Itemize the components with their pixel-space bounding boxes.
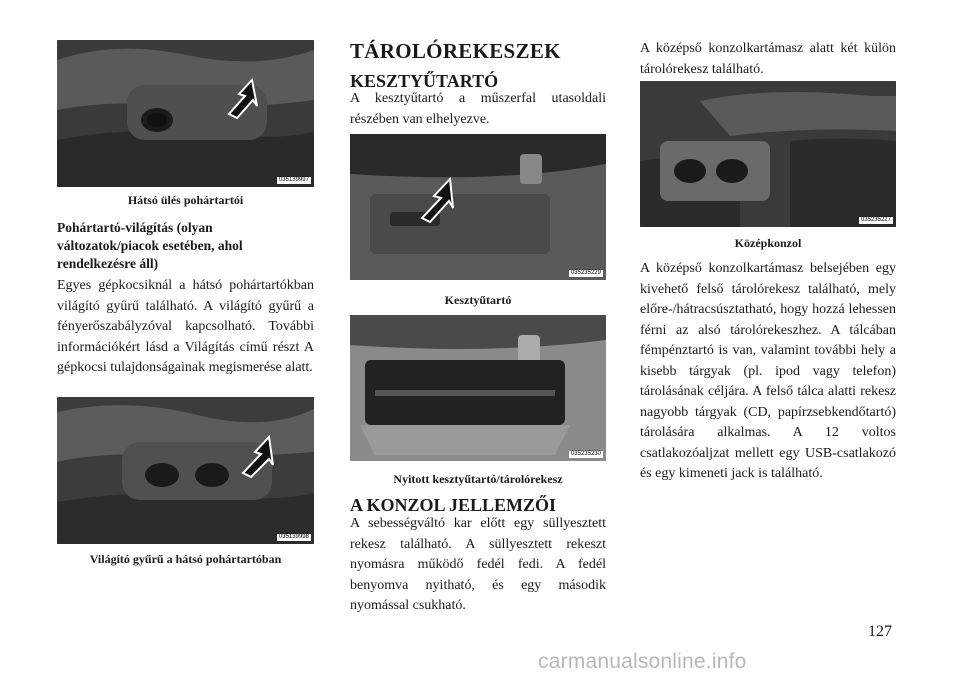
figure-id: 035235230	[570, 451, 601, 457]
body-paragraph: Egyes gépkocsiknál a hátsó pohártartókban világító gyűrű található. A világító gyűrű a fényerőszabályzóval kapcsolható. További információkért lásd a Világítás című részt A gépkocsi tulajdonságainak megismerése alatt.	[57, 278, 314, 375]
section-title: KESZTYŰTARTÓ	[350, 71, 499, 91]
figure-caption: Kesztyűtartó	[444, 293, 512, 307]
figure-id: 035139998	[278, 534, 309, 540]
center-console-photo	[640, 81, 896, 227]
figure-caption: Középkonzol	[734, 236, 802, 250]
body-paragraph: A középső konzolkartámasz alatt két külön tárolórekesz található.	[640, 41, 896, 77]
section-heading: Pohártartó-világítás (olyan változatok/piacok esetében, ahol rendelkezésre áll)	[57, 220, 243, 271]
figure-caption: Nyitott kesztyűtartó/tárolórekesz	[393, 472, 563, 486]
body-paragraph: A középső konzolkartámasz belsejében egy kivehető felső tárolórekesz található, mely előre-/hátracsúsztatható, hogy hozzá lehessen férni az alsó tárolórekeszhez. A tálcában fémpénztartó is van, valamint további hely a kisebb tárgyak (pl. ipod vagy telefon) tárolásának céljára. A felső tálca alatti rekesz nagyobb tárgyak (CD, papírzsebkendőtartó) tárolására alkalmas. A 12 voltos csatlakozóaljzat mellett egy USB-csatlakozó és egy kimeneti jack is található.	[640, 261, 896, 481]
figure-caption: Hátsó ülés pohártartói	[127, 193, 244, 207]
illuminated-ring-photo	[57, 397, 314, 544]
chapter-title: TÁROLÓREKESZEK	[350, 39, 561, 63]
rear-seat-cupholders-photo	[57, 40, 314, 187]
body-paragraph: A sebességváltó kar előtt egy süllyesztett rekesz található. A süllyesztett rekeszt nyomásra működő fedél fedi. A fedél benyomva nyitható, és egy második nyomással csukható.	[350, 516, 606, 613]
figure-id: 035235227	[860, 217, 891, 223]
figure-id: 035235229	[570, 270, 601, 276]
section-title: A KONZOL JELLEMZŐI	[350, 495, 557, 515]
watermark: carmanualsonline.info	[538, 650, 747, 673]
glovebox-photo	[350, 134, 606, 280]
page-number: 127	[868, 623, 892, 640]
open-glovebox-photo	[350, 315, 606, 461]
body-paragraph: A kesztyűtartó a műszerfal utasoldali részében van elhelyezve.	[350, 91, 606, 127]
figure-caption: Világító gyűrű a hátsó pohártartóban	[89, 552, 282, 566]
figure-id: 035139997	[278, 177, 309, 183]
